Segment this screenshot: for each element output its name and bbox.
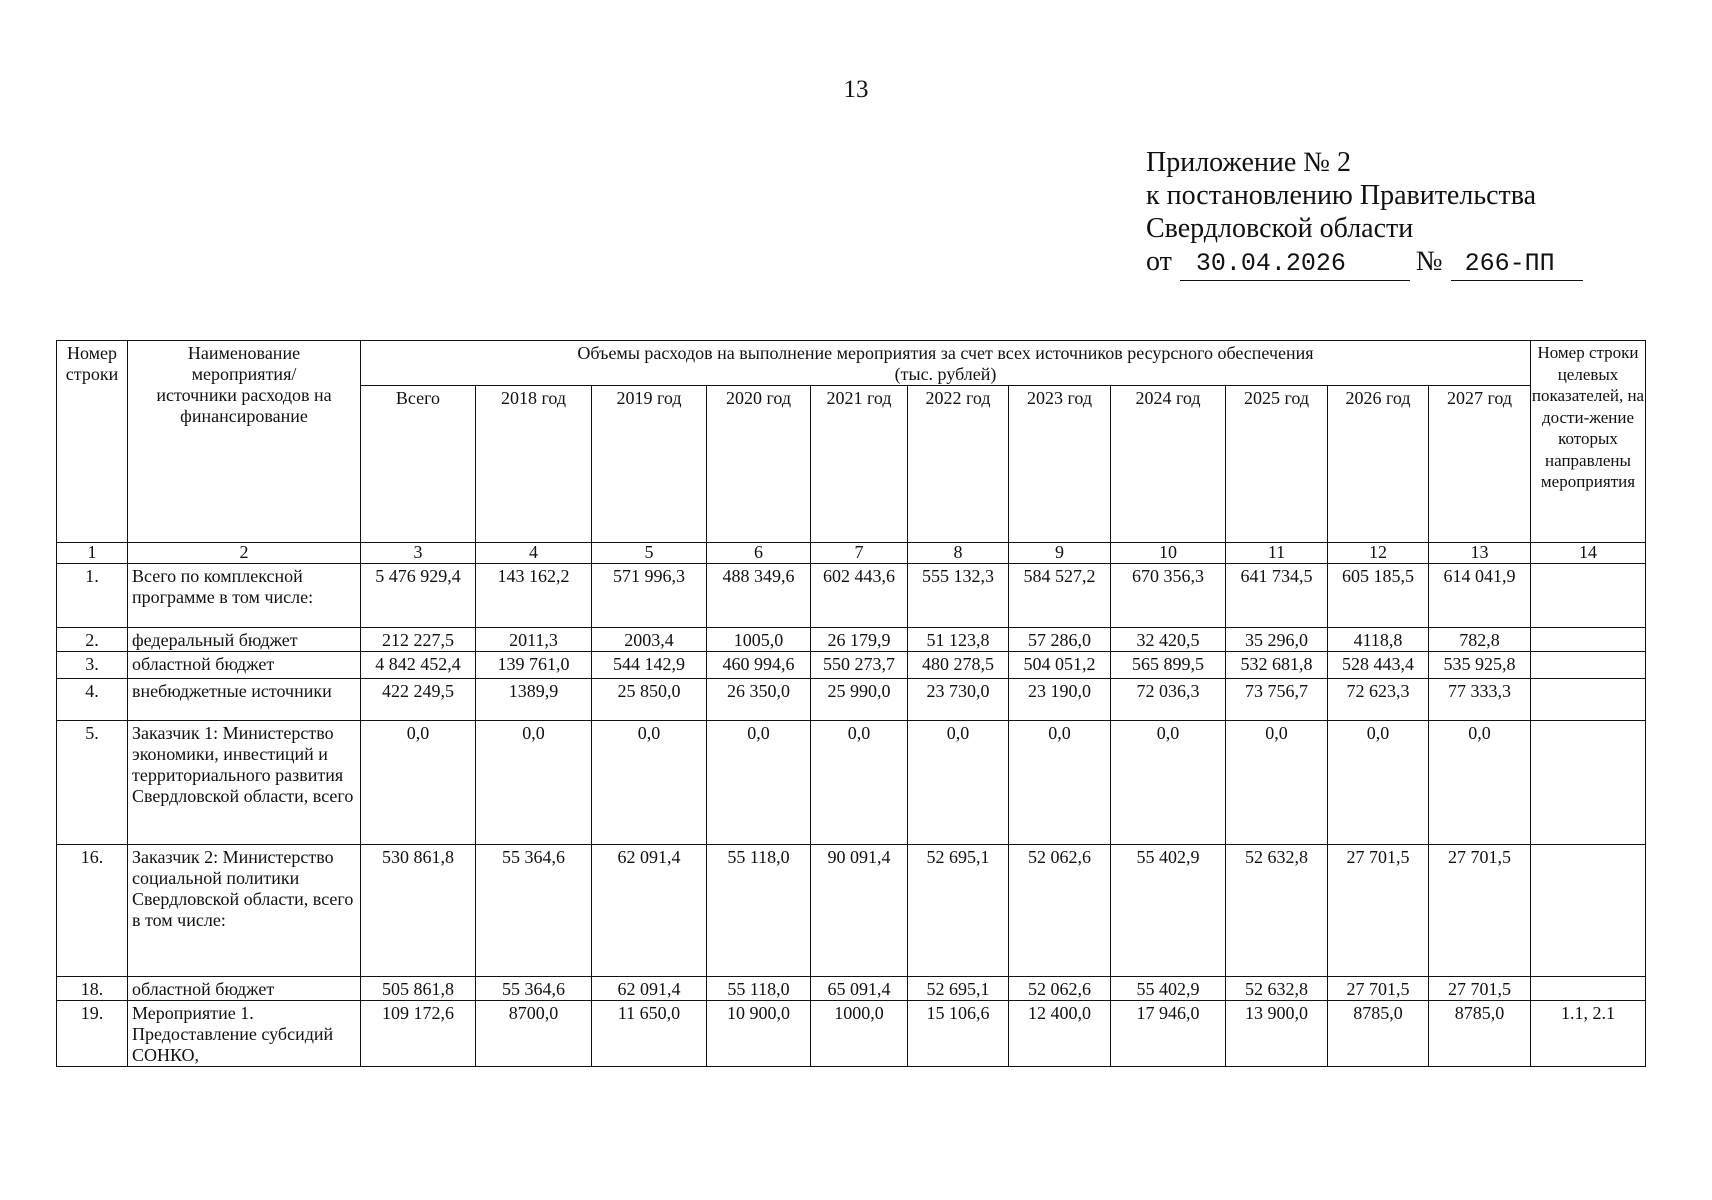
value-cell: 23 190,0 — [1009, 679, 1111, 721]
column-number-14: 14 — [1531, 543, 1646, 564]
value-cell: 0,0 — [592, 721, 707, 845]
value-cell: 51 123,8 — [908, 628, 1009, 652]
value-cell: 0,0 — [707, 721, 811, 845]
value-cell: 55 118,0 — [707, 845, 811, 977]
value-cell: 139 761,0 — [476, 652, 592, 679]
row-name: областной бюджет — [128, 652, 361, 679]
value-cell: 55 364,6 — [476, 845, 592, 977]
value-cell: 8785,0 — [1328, 1001, 1429, 1067]
header-volumes-title: Объемы расходов на выполнение мероприятия за счет всех источников ресурсного обеспечения — [577, 343, 1314, 363]
appendix-date-line — [1146, 245, 1583, 281]
value-cell: 62 091,4 — [592, 977, 707, 1001]
table-row — [57, 652, 1646, 679]
value-cell: 212 227,5 — [361, 628, 476, 652]
target-rows-cell — [1531, 679, 1646, 721]
table-row — [57, 628, 1646, 652]
value-cell: 55 364,6 — [476, 977, 592, 1001]
value-cell: 4 842 452,4 — [361, 652, 476, 679]
value-cell: 65 091,4 — [811, 977, 908, 1001]
value-cell: 52 632,8 — [1226, 845, 1328, 977]
table-row — [57, 721, 1646, 845]
value-cell: 143 162,2 — [476, 564, 592, 628]
value-cell: 90 091,4 — [811, 845, 908, 977]
value-cell: 0,0 — [811, 721, 908, 845]
resolution-number: 266-ПП — [1451, 247, 1583, 281]
target-rows-cell — [1531, 652, 1646, 679]
page-number: 13 — [843, 76, 869, 103]
value-cell: 505 861,8 — [361, 977, 476, 1001]
column-number-5: 5 — [592, 543, 707, 564]
value-cell: 10 900,0 — [707, 1001, 811, 1067]
value-cell: 27 701,5 — [1328, 845, 1429, 977]
header-year-9: 2026 год — [1328, 386, 1429, 543]
value-cell: 52 695,1 — [908, 977, 1009, 1001]
target-rows-cell — [1531, 845, 1646, 977]
value-cell: 8700,0 — [476, 1001, 592, 1067]
row-number: 4. — [57, 679, 128, 721]
value-cell: 77 333,3 — [1429, 679, 1531, 721]
value-cell: 52 062,6 — [1009, 977, 1111, 1001]
row-name: областной бюджет — [128, 977, 361, 1001]
value-cell: 535 925,8 — [1429, 652, 1531, 679]
value-cell: 0,0 — [476, 721, 592, 845]
appendix-line-resolution: к постановлению Правительства — [1146, 180, 1537, 211]
value-cell: 565 899,5 — [1111, 652, 1226, 679]
row-name: Всего по комплексной программе в том числе: — [128, 564, 361, 628]
value-cell: 1389,9 — [476, 679, 592, 721]
row-number: 18. — [57, 977, 128, 1001]
value-cell: 670 356,3 — [1111, 564, 1226, 628]
value-cell: 26 350,0 — [707, 679, 811, 721]
value-cell: 32 420,5 — [1111, 628, 1226, 652]
value-cell: 72 036,3 — [1111, 679, 1226, 721]
appendix-title: Приложение № 2 — [1146, 147, 1351, 178]
target-rows-cell — [1531, 628, 1646, 652]
value-cell: 1000,0 — [811, 1001, 908, 1067]
value-cell: 12 400,0 — [1009, 1001, 1111, 1067]
header-year-5: 2022 год — [908, 386, 1009, 543]
value-cell: 52 695,1 — [908, 845, 1009, 977]
table-row — [57, 1001, 1646, 1067]
value-cell: 488 349,6 — [707, 564, 811, 628]
table-row — [57, 679, 1646, 721]
value-cell: 55 402,9 — [1111, 977, 1226, 1001]
value-cell: 109 172,6 — [361, 1001, 476, 1067]
row-name: Мероприятие 1. Предоставление субсидий СОНКО, — [128, 1001, 361, 1067]
value-cell: 11 650,0 — [592, 1001, 707, 1067]
column-number-3: 3 — [361, 543, 476, 564]
value-cell: 5 476 929,4 — [361, 564, 476, 628]
value-cell: 530 861,8 — [361, 845, 476, 977]
value-cell: 0,0 — [1328, 721, 1429, 845]
header-year-2: 2019 год — [592, 386, 707, 543]
row-number: 19. — [57, 1001, 128, 1067]
value-cell: 26 179,9 — [811, 628, 908, 652]
value-cell: 504 051,2 — [1009, 652, 1111, 679]
value-cell: 544 142,9 — [592, 652, 707, 679]
appendix-header — [1146, 146, 1583, 281]
value-cell: 25 990,0 — [811, 679, 908, 721]
column-number-6: 6 — [707, 543, 811, 564]
target-rows-cell — [1531, 721, 1646, 845]
header-year-3: 2020 год — [707, 386, 811, 543]
table-row — [57, 977, 1646, 1001]
value-cell: 52 062,6 — [1009, 845, 1111, 977]
header-year-4: 2021 год — [811, 386, 908, 543]
value-cell: 27 701,5 — [1429, 845, 1531, 977]
column-number-1: 1 — [57, 543, 128, 564]
number-label: № — [1415, 246, 1443, 277]
header-year-6: 2023 год — [1009, 386, 1111, 543]
value-cell: 23 730,0 — [908, 679, 1009, 721]
header-name: Наименование мероприятия/ источники расходов на финансирование — [128, 341, 361, 543]
value-cell: 605 185,5 — [1328, 564, 1429, 628]
value-cell: 0,0 — [908, 721, 1009, 845]
row-number: 5. — [57, 721, 128, 845]
value-cell: 0,0 — [1226, 721, 1328, 845]
value-cell: 614 041,9 — [1429, 564, 1531, 628]
column-number-11: 11 — [1226, 543, 1328, 564]
table-row — [57, 845, 1646, 977]
header-volumes — [361, 341, 1531, 386]
from-label: от — [1146, 246, 1172, 277]
target-rows-cell: 1.1, 2.1 — [1531, 1001, 1646, 1067]
row-name: Заказчик 2: Министерство социальной политики Свердловской области, всего в том числе: — [128, 845, 361, 977]
column-number-12: 12 — [1328, 543, 1429, 564]
value-cell: 2011,3 — [476, 628, 592, 652]
value-cell: 13 900,0 — [1226, 1001, 1328, 1067]
value-cell: 0,0 — [1429, 721, 1531, 845]
header-volumes-units: (тыс. рублей) — [894, 364, 997, 384]
value-cell: 641 734,5 — [1226, 564, 1328, 628]
table-row — [57, 564, 1646, 628]
header-year-10: 2027 год — [1429, 386, 1531, 543]
value-cell: 584 527,2 — [1009, 564, 1111, 628]
column-number-9: 9 — [1009, 543, 1111, 564]
row-name: федеральный бюджет — [128, 628, 361, 652]
value-cell: 4118,8 — [1328, 628, 1429, 652]
header-year-0: Всего — [361, 386, 476, 543]
row-name: Заказчик 1: Министерство экономики, инвестиций и территориального развития Свердловской области, всего — [128, 721, 361, 845]
value-cell: 55 118,0 — [707, 977, 811, 1001]
value-cell: 17 946,0 — [1111, 1001, 1226, 1067]
column-number-row — [57, 543, 1646, 564]
value-cell: 35 296,0 — [1226, 628, 1328, 652]
value-cell: 571 996,3 — [592, 564, 707, 628]
value-cell: 0,0 — [1009, 721, 1111, 845]
value-cell: 25 850,0 — [592, 679, 707, 721]
value-cell: 1005,0 — [707, 628, 811, 652]
value-cell: 0,0 — [1111, 721, 1226, 845]
row-number: 3. — [57, 652, 128, 679]
column-number-4: 4 — [476, 543, 592, 564]
column-number-13: 13 — [1429, 543, 1531, 564]
value-cell: 73 756,7 — [1226, 679, 1328, 721]
value-cell: 52 632,8 — [1226, 977, 1328, 1001]
row-number: 2. — [57, 628, 128, 652]
value-cell: 550 273,7 — [811, 652, 908, 679]
column-number-7: 7 — [811, 543, 908, 564]
budget-table — [56, 340, 1646, 1067]
value-cell: 27 701,5 — [1328, 977, 1429, 1001]
appendix-line-region: Свердловской области — [1146, 213, 1414, 244]
value-cell: 555 132,3 — [908, 564, 1009, 628]
value-cell: 422 249,5 — [361, 679, 476, 721]
header-row — [57, 341, 1646, 386]
column-number-10: 10 — [1111, 543, 1226, 564]
value-cell: 782,8 — [1429, 628, 1531, 652]
row-number: 16. — [57, 845, 128, 977]
value-cell: 602 443,6 — [811, 564, 908, 628]
value-cell: 57 286,0 — [1009, 628, 1111, 652]
value-cell: 480 278,5 — [908, 652, 1009, 679]
resolution-date: 30.04.2026 — [1180, 247, 1410, 281]
header-target-rows: Номер строки целевых показателей, на дости-жение которых направлены мероприятия — [1531, 341, 1646, 543]
value-cell: 2003,4 — [592, 628, 707, 652]
value-cell: 8785,0 — [1429, 1001, 1531, 1067]
value-cell: 528 443,4 — [1328, 652, 1429, 679]
value-cell: 532 681,8 — [1226, 652, 1328, 679]
value-cell: 62 091,4 — [592, 845, 707, 977]
target-rows-cell — [1531, 977, 1646, 1001]
header-year-8: 2025 год — [1226, 386, 1328, 543]
value-cell: 55 402,9 — [1111, 845, 1226, 977]
value-cell: 0,0 — [361, 721, 476, 845]
column-number-2: 2 — [128, 543, 361, 564]
header-year-1: 2018 год — [476, 386, 592, 543]
header-row-number: Номер строки — [57, 341, 128, 543]
row-number: 1. — [57, 564, 128, 628]
value-cell: 460 994,6 — [707, 652, 811, 679]
target-rows-cell — [1531, 564, 1646, 628]
header-year-7: 2024 год — [1111, 386, 1226, 543]
column-number-8: 8 — [908, 543, 1009, 564]
value-cell: 27 701,5 — [1429, 977, 1531, 1001]
row-name: внебюджетные источники — [128, 679, 361, 721]
value-cell: 15 106,6 — [908, 1001, 1009, 1067]
value-cell: 72 623,3 — [1328, 679, 1429, 721]
